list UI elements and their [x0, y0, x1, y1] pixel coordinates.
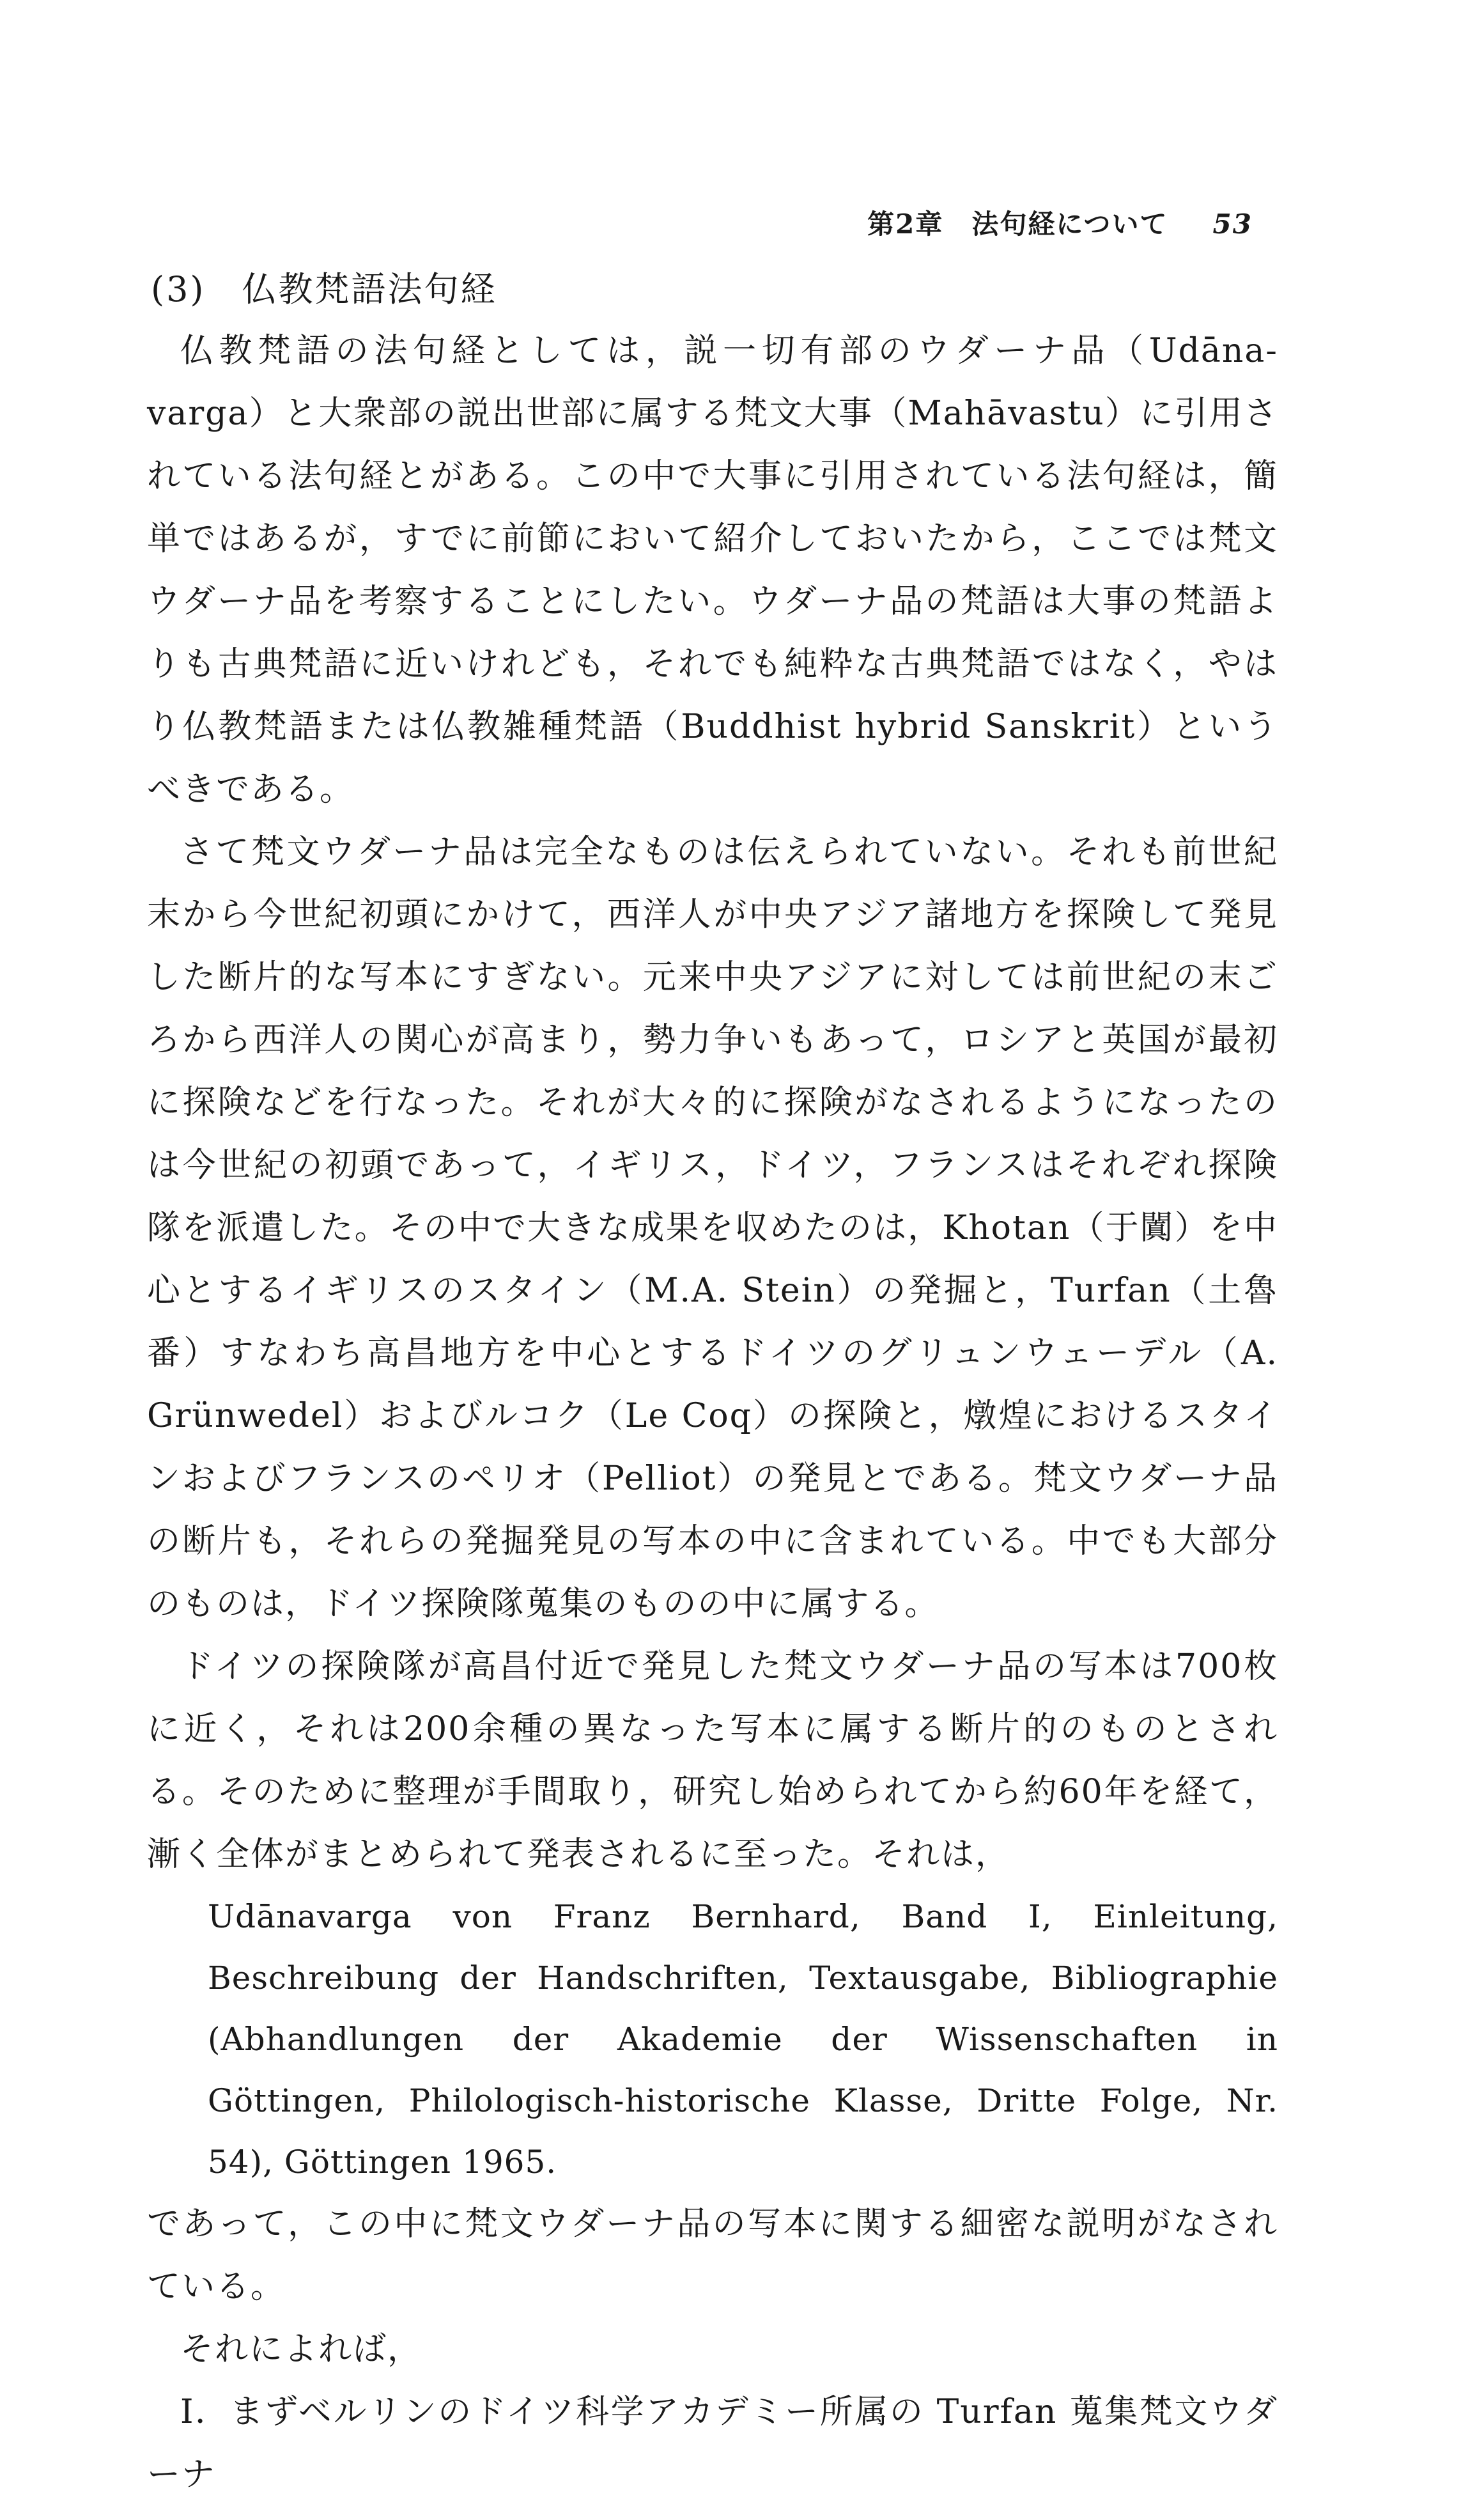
section-heading: (3) 仏教梵語法句経 — [151, 269, 497, 309]
paragraph-1: 仏教梵語の法句経としては，説一切有部のウダーナ品（Udāna-varga）と大衆部の説出世部に属する梵文大事（Mahāvastu）に引用されている法句経とがある。この中で大事に引用されている法句経は，簡単ではあるが，すでに前節において紹介しておいたから，ここでは梵文ウダーナ品を考察することにしたい。ウダーナ品の梵語は大事の梵語よりも古典梵語に近いけれども，それでも純粋な古典梵語ではなく，やはり仏教梵語または仏教雑種梵語（Buddhist hybrid Sanskrit）というべきである。 — [147, 332, 1278, 809]
list-item-1: Ⅰ．まずベルリンのドイツ科学アカデミー所属の Turfan 蒐集梵文ウダーナ — [147, 2393, 1278, 2494]
according-line: それによれば， — [180, 2330, 422, 2369]
paragraph-continuation: であって，この中に梵文ウダーナ品の写本に関する細密な説明がなされている。 — [147, 2205, 1278, 2306]
chapter-title: 第2章 法句経について — [867, 208, 1168, 240]
running-head — [867, 203, 1253, 242]
body-text — [147, 320, 1278, 2506]
paragraph-3: ドイツの探険隊が高昌付近で発見した梵文ウダーナ品の写本は700枚に近く，それは200余種の異なった写本に属する断片的のものとされる。そのために整理が手間取り，研究し始められてから約60年を経て，漸く全体がまとめられて発表されるに至った。それは， — [147, 1647, 1278, 1874]
paragraph-2: さて梵文ウダーナ品は完全なものは伝えられていない。それも前世紀末から今世紀初頭にかけて，西洋人が中央アジア諸地方を探険して発見した断片的な写本にすぎない。元来中央アジアに対しては前世紀の末ごろから西洋人の関心が高まり，勢力争いもあって，ロシアと英国が最初に探険などを行なった。それが大々的に探険がなされるようになったのは今世紀の初頭であって，イギリス，ドイツ，フランスはそれぞれ探険隊を派遣した。その中で大きな成果を収めたのは，Khotan（于闐）を中心とするイギリスのスタイン（M.A. Stein）の発掘と，Turfan（土魯番）すなわち高昌地方を中心とするドイツのグリュンウェーデル（A. Grünwedel）およびルコク（Le Coq）の探険と，燉煌におけるスタインおよびフランスのペリオ（Pelliot）の発見とである。梵文ウダーナ品の断片も，それらの発掘発見の写本の中に含まれている。中でも大部分のものは，ドイツ探険隊蒐集のものの中に属する。 — [147, 833, 1278, 1623]
page-number: 53 — [1212, 208, 1253, 240]
bibliographic-citation: Udānavarga von Franz Bernhard, Band I, Einleitung, Beschreibung der Handschriften, Textausgabe, Bibliographie (Abhandlungen der Akademie der Wissenschaften in Göttingen, Philologisch-historische Klasse, Dritte Folge, Nr. 54), Göttingen 1965. — [208, 1898, 1278, 2181]
